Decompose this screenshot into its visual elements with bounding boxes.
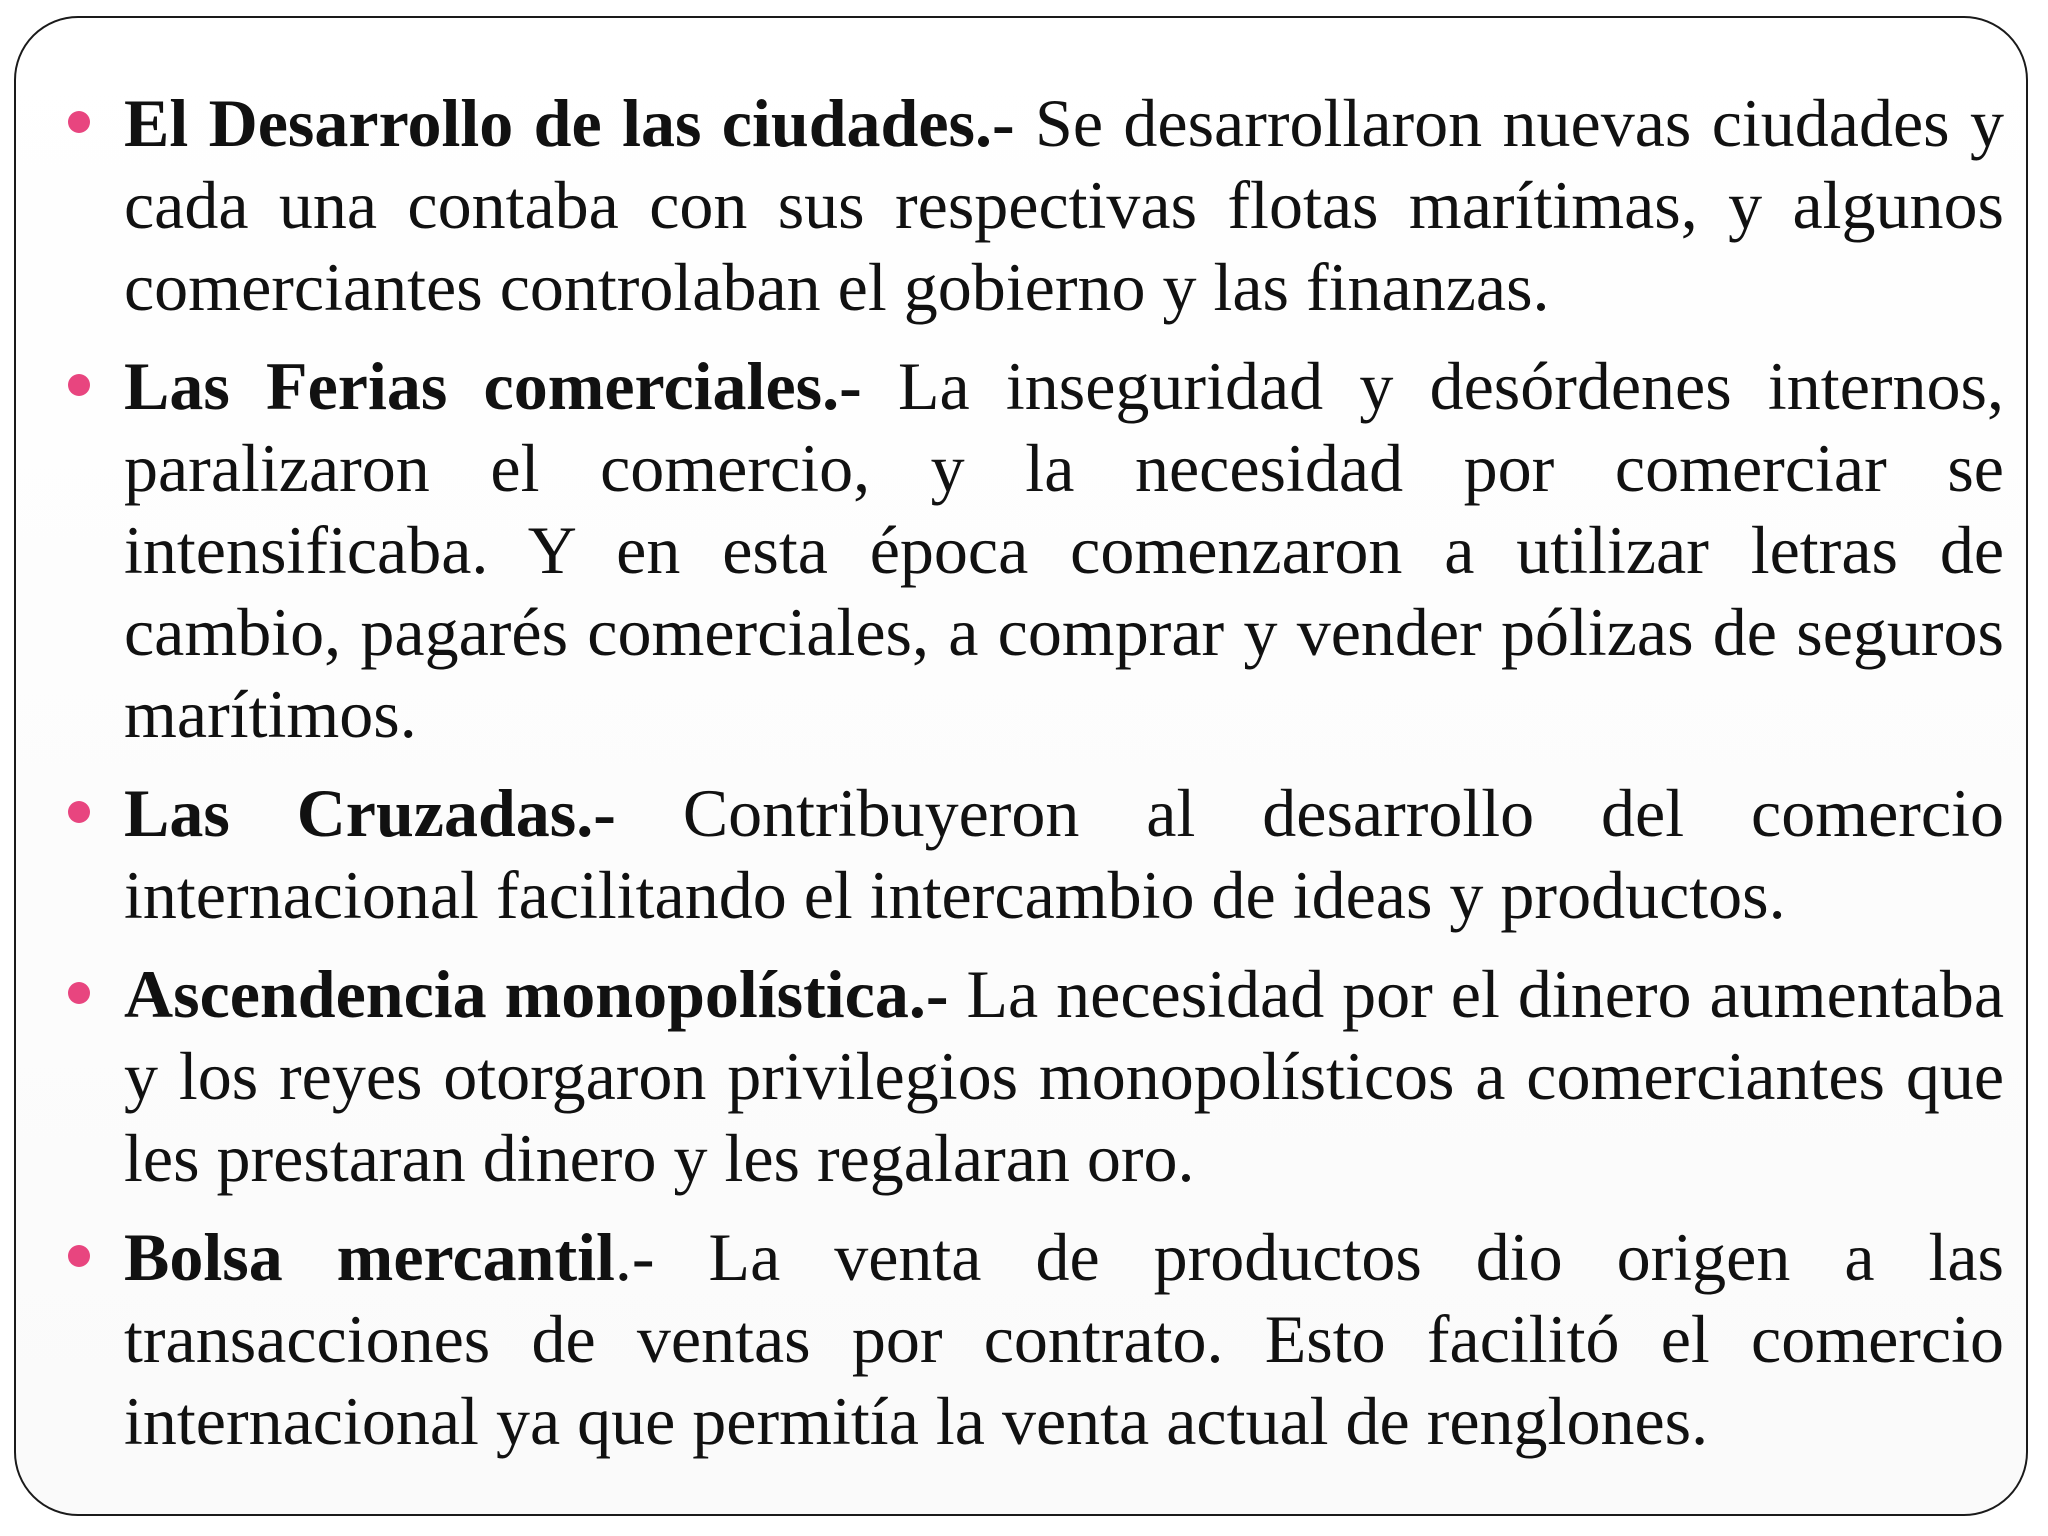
item-text: La inseguridad y desórdenes internos, paralizaron el comercio, y la necesidad por comerciar se intensificaba. Y en esta época comenzaron a utilizar letras de cambio, pagarés comerciales, a comprar y vender pólizas de seguros marítimos. <box>124 348 2004 752</box>
bullet-icon <box>68 374 90 396</box>
item-text: La necesidad por el dinero aumentaba y los reyes otorgaron privilegios monopolísticos a comerciantes que les prestaran dinero y les regalaran oro. <box>124 956 2005 1196</box>
bullet-list <box>124 82 2004 1479</box>
item-term: Ascendencia monopolística.- <box>124 956 949 1032</box>
bullet-icon <box>68 1245 90 1267</box>
list-item <box>124 82 2004 328</box>
item-term: Bolsa mercantil <box>124 1219 615 1295</box>
list-item <box>124 772 2004 936</box>
item-text: Se desarrollaron nuevas ciudades y cada una contaba con sus respectivas flotas marítimas, y algunos comerciantes controlaban el gobierno y las finanzas. <box>124 85 2005 325</box>
slide-frame <box>14 16 2028 1516</box>
list-item <box>124 345 2004 755</box>
item-term: Las Ferias comerciales.- <box>124 348 862 424</box>
list-item <box>124 1216 2004 1462</box>
item-text: Contribuyeron al desarrollo del comercio internacional facilitando el intercambio de ideas y productos. <box>124 775 2004 933</box>
item-term: Las Cruzadas.- <box>124 775 616 851</box>
item-term-suffix: .- <box>614 1219 655 1295</box>
bullet-icon <box>68 111 90 133</box>
item-term: El Desarrollo de las ciudades.- <box>124 85 1015 161</box>
bullet-icon <box>68 801 90 823</box>
bullet-icon <box>68 982 90 1004</box>
item-text: La venta de productos dio origen a las transacciones de ventas por contrato. Esto facilitó el comercio internacional ya que permitía la venta actual de renglones. <box>124 1219 2005 1459</box>
list-item <box>124 953 2004 1199</box>
